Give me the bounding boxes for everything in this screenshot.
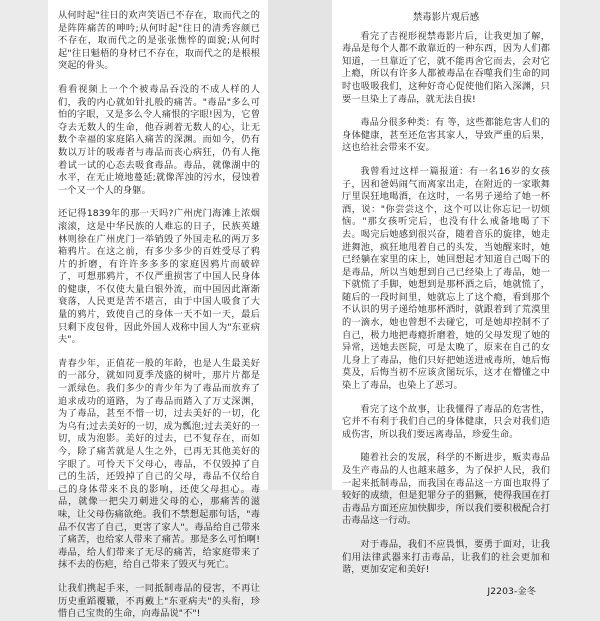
left-paragraph-3: 还记得1839年的那一天吗?广州虎门海滩上浓烟滚滚，这是中华民族的人难忘的日子，民族英雄林则徐在广州虎门一举销毁了外国走私的两万多箱鸦片。在这之前，有多少多少的百姓受尽了鸦片的折磨，有许许多多多的家庭因鸦片而破碎了，可想那鸦片，不仅严重损害了中国人民身体的健康，不仅使大量白银外流，而中国因此渐渐衰落，人民更是苦不堪言，由于中国人吸食了大量的鸦片，致使自己的身体一天不如一天，最后只剩下皮包骨，因此外国人戏称中国人为"东亚病夫"。 bbox=[58, 208, 260, 346]
page-gutter bbox=[268, 0, 332, 490]
right-paragraph-6: 对于毒品，我们不应畏惧，要勇于面对，让我们用法律武器来打击毒品，让我们的社会更加和谐，更加安定和美好! bbox=[342, 538, 550, 576]
left-paragraph-4: 青春少年，正值花一般的年龄，也是人生最美好的一部分，就如同夏季茂盛的树叶，那片片都是一派绿色。我们多少的青少年为了毒品而放弃了追求成功的道路，为了毒品而踏入了万丈深渊，为了毒品，甚至不惜一切，过去美好的一切，化为乌有;过去美好的一切，成为瓢泡;过去美好的一切，成为泡影。美好的过去，已不复存在，而如今，除了痛苦就是人生之外，已再无其他美好的字眼了。可怜天下父母心，毒品，不仅毁掉了自己的生活，还毁掉了自己的父母，毒品不仅给自己的身体带来不良的影响，还使父母担心。毒品，就像一把尖刀刺进父母的心，那痛苦的滋味，让父母伤痛欲绝。我们不禁想起那句话，"毒品不仅害了自己，更害了家人"。毒品给自己带来了痛苦，也给家人带来了痛苦。那是多么可怕啊!毒品，给人们带来了无尽的痛苦，给家庭带来了抹不去的伤疤，给自己带来了毁灭与死亡。 bbox=[58, 357, 260, 571]
author-signature: J2203-金冬 bbox=[487, 585, 536, 597]
left-page bbox=[48, 0, 268, 620]
left-paragraph-2: 看看视频上一个个被毒品吞没的不成人样的人们，我的内心就如针扎般的痛苦。"毒品"多么可怕的字眼，又是多么令人痛恨的字眼!因为，它曾夺去无数人的生命，他吞剥着无数人的心，让无数个幸福的家庭陷入痛苦的深渊。而如今，仍有数以万计的吸毒者与毒品而丧心病狂，仍有人拖着试一试的心态去吸食毒品。毒品，就像湖中的水平，在无止境地蔓延;就像浑浊的污水，侵蚀着一个又一个人的身躯。 bbox=[58, 83, 260, 196]
left-paragraph-1: 从何时起"往日的欢声笑语已不存在，取而代之的是阵阵痛苦的呻吟;从何时起"往日的清秀容颜已不存在，取而代之的是张张憔悴的面貌;从何时起"往日魁梧的身材已不存在，取而代之的是根根突起的骨头。 bbox=[58, 10, 260, 72]
right-paragraph-3: 我曾看过这样一篇报道：有一名16岁的女孩子，因和爸妈闹气而离家出走，在附近的一家歌舞厅里误狂地喝酒，在这时，一名男子递给了她一杯酒，说："你尝尝这个，这个可以让你忘记一切烦恼。"那女孩听完后，也没有什么戒备地喝了下去。喝完后她感到很兴奋，随着音乐的旋律，她走进舞池，疯狂地甩着自己的头发，当她醒来时，她已经躺在家里的床上，她回想起才知道自己喝下的是毒品，所以当她想到自己已经染上了毒品，她一下就慌了手脚，她想到是那杯酒之后，她就慌了，随后的一段时间里，她就忘上了这个瘾，看到那个不认识的男子递给她那杯酒时，就跟着到了荒漠里的一滴水，她也曾想不去碰它，可是她却控制不了自己，极力地把毒瘾折磨着，她的父母发现了她的异常，送她去医院，可是太晚了，原来在自己的女儿身上了毒品，他们只好把她送进戒毒所，她后悔莫及，后悔当初不应该贪图玩乐，这才在懵懂之中染上了毒品，也染上了恶习。 bbox=[342, 165, 550, 392]
right-paragraph-5: 随着社会的发展，科学的不断进步，贩卖毒品及生产毒品的人也越来越多，为了保护人民，我们一起来抵制毒品，而我国在毒品这一方面也取得了较好的成绩，但是犯罪分子的猖獗，使得我国在打击毒品方面还应加快脚步，所以我们要积极配合打击毒品这一行动。 bbox=[342, 452, 550, 527]
right-paragraph-2: 毒品分很多种类：有 等，这些都能危害人们的身体健康，甚至还危害其家人，导致严重的后果，这也给社会带来不安。 bbox=[342, 117, 550, 154]
right-page bbox=[332, 0, 560, 597]
left-paragraph-5: 让我们携起手来，一同抵制毒品的侵害，不再让历史重蹈覆辙，不再戴上"东亚病夫"的头衔，珍惜自己宝贵的生命，向毒品说"不"! bbox=[58, 582, 260, 620]
right-paragraph-1: 看完了吉视形视禁毒影片后，让我更加了解，毒品是每个人都不敢靠近的一种东西，因为人们都知道，一旦靠近了它，就不能再舍它而去，会对它上瘾，所以有许多人都被毒品在吞噬我们生命的同时也吸吸我们，这种好奇心促使他们陷入深渊，只要一旦染上了毒品，就无法自拔! bbox=[342, 30, 550, 105]
right-paragraph-4: 看完了这个故事，让我懂得了毒品的危害性，它并不有利于我们自己的身体健康，只会对我们造成伤害，所以我们要远离毒品，珍爱生命。 bbox=[342, 403, 550, 440]
essay-title: 禁毒影片观后感 bbox=[412, 12, 480, 23]
